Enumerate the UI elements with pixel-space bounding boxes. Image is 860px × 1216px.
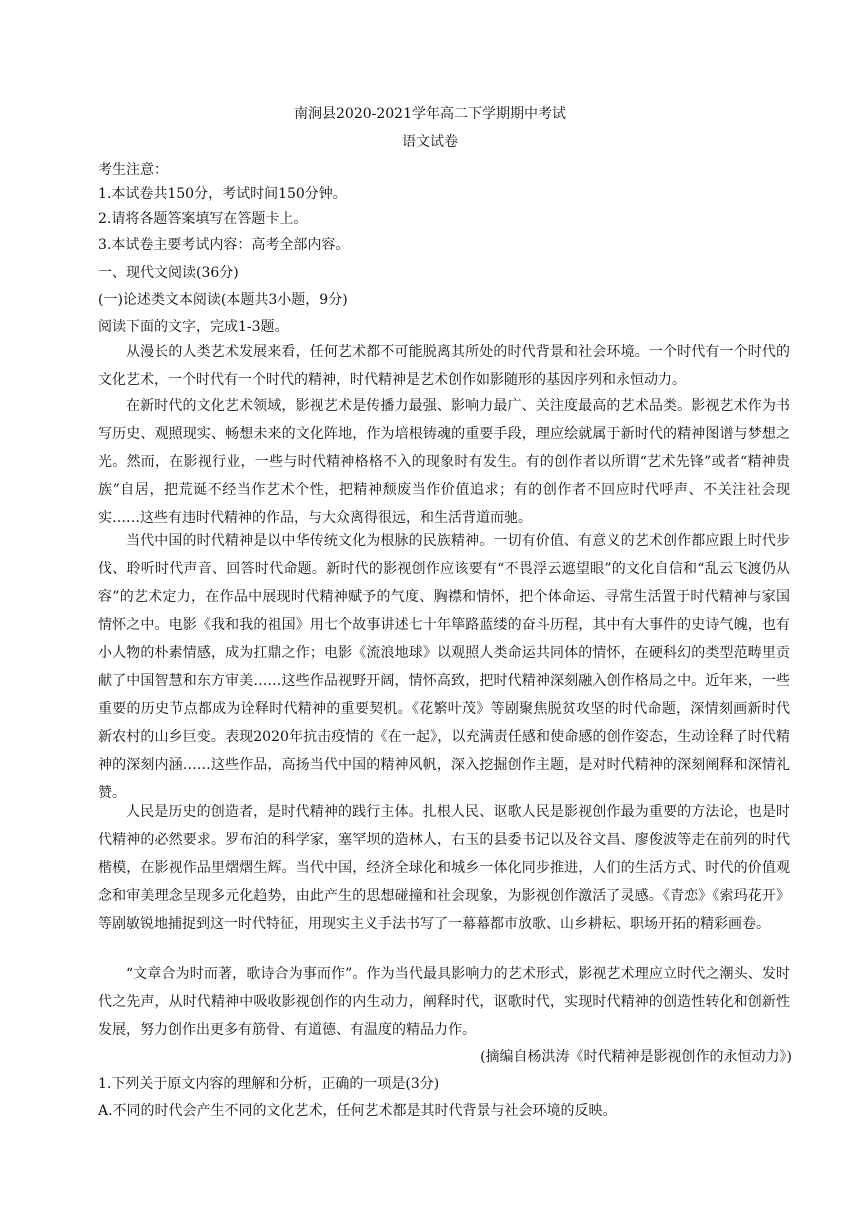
article-paragraph-2: 在新时代的文化艺术领域，影视艺术是传播力最强、影响力最广、关注度最高的艺术品类。影视艺术作为书写历史、观照现实、畅想未来的文化阵地，作为培根铸魂的重要手段，理应绘就属于新时代的精神图谱与梦想之光。然而，在影视行业，一些与时代精神格格不入的现象时有发生。有的创作者以所谓“艺术先锋”或者“精神贵族”自居，把荒诞不经当作艺术个性，把精神颓废当作价值追求；有的创作者不回应时代呼声、不关注社会现实……这些有违时代精神的作品，与大众离得很远，和生活背道而驰。 [98, 398, 790, 526]
note-item-1: 1.本试卷共150分，考试时间150分钟。 [98, 186, 347, 202]
notes-heading: 考生注意： [98, 162, 168, 178]
note-item-3: 3.本试卷主要考试内容：高考全部内容。 [98, 237, 350, 253]
article-paragraph-3: 当代中国的时代精神是以中华传统文化为根脉的民族精神。一切有价值、有意义的艺术创作都应跟上时代步伐、聆听时代声音、回答时代命题。新时代的影视创作应该要有“不畏浮云遮望眼”的文化自信和“乱云飞渡仍从容”的艺术定力，在作品中展现时代精神赋予的气度、胸襟和情怀，把个体命运、寻常生活置于时代精神与家国情怀之中。电影《我和我的祖国》用七个故事讲述七十年筚路蓝缕的奋斗历程，其中有大事件的史诗气魄，也有小人物的朴素情感，成为扛鼎之作；电影《流浪地球》以观照人类命运共同体的情怀，在硬科幻的类型范畴里贡献了中国智慧和东方审美……这些作品视野开阔，情怀高致，把时代精神深刻融入创作格局之中。近年来，一些重要的历史节点都成为诠释时代精神的重要契机。《花繁叶茂》等剧聚焦脱贫攻坚的时代命题，深情刻画新时代新农村的山乡巨变。表现2020年抗击疫情的《在一起》，以充满责任感和使命感的创作姿态，生动诠释了时代精神的深刻内涵……这些作品，高扬当代中国的精神风帆，深入挖掘创作主题，是对时代精神的深刻阐释和深情礼赞。 [98, 533, 790, 801]
exam-title: 南涧县2020-2021学年高二下学期期中考试 [294, 106, 566, 122]
exam-subtitle: 语文试卷 [402, 134, 458, 150]
section-subtitle: (一)论述类文本阅读(本题共3小题，9分) [98, 292, 348, 308]
article-paragraph-5: “文章合为时而著，歌诗合为事而作”。作为当代最具影响力的艺术形式，影视艺术理应立时代之潮头、发时代之先声，从时代精神中吸收影视创作的内生动力，阐释时代，讴歌时代，实现时代精神的创造性转化和创新性发展，努力创作出更多有筋骨、有道德、有温度的精品力作。 [98, 966, 790, 1038]
question-1-stem: 1.下列关于原文内容的理解和分析，正确的一项是(3分) [98, 1076, 440, 1092]
question-1-option-a: A.不同的时代会产生不同的文化艺术，任何艺术都是其时代背景与社会环境的反映。 [98, 1103, 617, 1119]
reading-instruction: 阅读下面的文字，完成1-3题。 [98, 319, 289, 335]
article-source: (摘编自杨洪涛《时代精神是影视创作的永恒动力》) [480, 1049, 792, 1065]
section-title: 一、现代文阅读(36分) [98, 265, 239, 281]
article-paragraph-1: 从漫长的人类艺术发展来看，任何艺术都不可能脱离其所处的时代背景和社会环境。一个时代有一个时代的文化艺术，一个时代有一个时代的精神，时代精神是艺术创作如影随形的基因序列和永恒动力。 [98, 344, 790, 388]
note-item-2: 2.请将各题答案填写在答题卡上。 [98, 211, 308, 227]
article-paragraph-4: 人民是历史的创造者，是时代精神的践行主体。扎根人民、讴歌人民是影视创作最为重要的方法论，也是时代精神的必然要求。罗布泊的科学家，塞罕坝的造林人，右玉的县委书记以及谷文昌、廖俊波等走在前列的时代楷模，在影视作品里熠熠生辉。当代中国，经济全球化和城乡一体化同步推进，人们的生活方式、时代的价值观念和审美理念呈现多元化趋势，由此产生的思想碰撞和社会现象，为影视创作激活了灵感。《青恋》《索玛花开》等剧敏锐地捕捉到这一时代特征，用现实主义手法书写了一幕幕都市放歌、山乡耕耘、职场开拓的精彩画卷。 [98, 804, 790, 932]
